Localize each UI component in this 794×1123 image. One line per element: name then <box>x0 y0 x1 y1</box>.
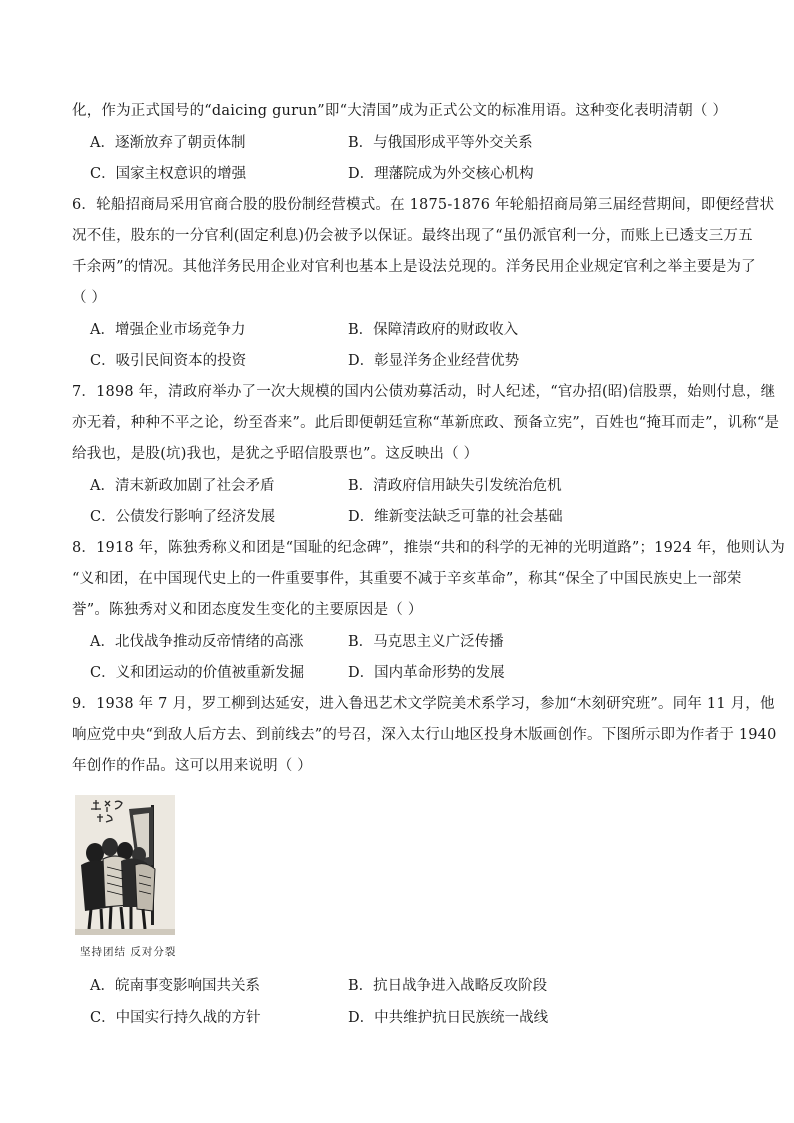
q6-stem-line-4: （ ） <box>72 290 107 306</box>
q9-option-c: C．中国实行持久战的方针 <box>90 1010 261 1026</box>
q6-stem-line-1: 6．轮船招商局采用官商合股的股份制经营模式。在 1875-1876 年轮船招商局第三届经营期间，即便经营状 <box>72 197 775 213</box>
q9-option-d: D．中共维护抗日民族统一战线 <box>348 1010 549 1026</box>
q8-option-a: A．北伐战争推动反帝情绪的高涨 <box>90 634 304 650</box>
q9-option-b: B．抗日战争进入战略反攻阶段 <box>348 978 548 994</box>
q8-option-b: B．马克思主义广泛传播 <box>348 634 504 650</box>
q9-stem-line-3: 年创作的作品。这可以用来说明（ ） <box>72 758 313 774</box>
q5-stem-tail: 化，作为正式国号的“daicing gurun”即“大清国”成为正式公文的标准用语。这种变化表明清朝（ ） <box>72 103 728 119</box>
q5-option-b: B．与俄国形成平等外交关系 <box>348 135 533 151</box>
q7-stem-line-3: 给我也，是股(坑)我也，是犹之乎昭信股票也”。这反映出（ ） <box>72 446 479 462</box>
q9-stem-line-2: 响应党中央“到敌人后方去、到前线去”的号召，深入太行山地区投身木版画创作。下图所示即为作者于 1940 <box>72 727 777 743</box>
q6-option-a: A．增强企业市场竞争力 <box>90 322 246 338</box>
woodcut-illustration <box>75 795 175 935</box>
q8-stem-line-2: “义和团，在中国现代史上的一件重要事件，其重要不减于辛亥革命”，称其“保全了中国民族史上一部荣 <box>72 571 742 587</box>
q9-stem-line-1: 9．1938 年 7 月，罗工柳到达延安，进入鲁迅艺术文学院美术系学习，参加“木刻研究班”。同年 11 月，他 <box>72 696 775 712</box>
q8-stem-line-1: 8．1918 年，陈独秀称义和团是“国耻的纪念碑”，推崇“共和的科学的无神的光明道路”；1924 年，他则认为 <box>72 540 785 556</box>
q8-option-d: D．国内革命形势的发展 <box>348 665 505 681</box>
q5-option-c: C．国家主权意识的增强 <box>90 166 247 182</box>
q7-option-d: D．维新变法缺乏可靠的社会基础 <box>348 509 563 525</box>
q5-option-d: D．理藩院成为外交核心机构 <box>348 166 534 182</box>
q6-stem-line-2: 况不佳，股东的一分官利(固定利息)仍会被予以保证。最终出现了“虽仍派官利一分，而账上已透支三万五 <box>72 228 753 244</box>
q7-stem-line-1: 7．1898 年，清政府举办了一次大规模的国内公债劝募活动，时人纪述，“官办招(昭)信股票，始则付息，继 <box>72 384 776 400</box>
q8-option-c: C．义和团运动的价值被重新发掘 <box>90 665 305 681</box>
q9-option-a: A．皖南事变影响国共关系 <box>90 978 260 994</box>
q7-option-a: A．清末新政加剧了社会矛盾 <box>90 478 275 494</box>
woodcut-image <box>75 795 175 935</box>
q7-option-c: C．公债发行影响了经济发展 <box>90 509 276 525</box>
figure-caption: 坚持团结 反对分裂 <box>80 946 177 958</box>
q6-option-d: D．彰显洋务企业经营优势 <box>348 353 520 369</box>
q6-option-c: C．吸引民间资本的投资 <box>90 353 247 369</box>
q7-stem-line-2: 亦无着，种种不平之论，纷至沓来”。此后即便朝廷宣称“革新庶政、预备立宪”，百姓也“掩耳而走”，讥称“是 <box>72 415 780 431</box>
q6-stem-line-3: 千余两”的情况。其他洋务民用企业对官利也基本上是设法兑现的。洋务民用企业规定官利之举主要是为了 <box>72 259 756 275</box>
q7-option-b: B．清政府信用缺失引发统治危机 <box>348 478 562 494</box>
q5-option-a: A．逐渐放弃了朝贡体制 <box>90 135 246 151</box>
q6-option-b: B．保障清政府的财政收入 <box>348 322 519 338</box>
q8-stem-line-3: 誉”。陈独秀对义和团态度发生变化的主要原因是（ ） <box>72 602 423 618</box>
